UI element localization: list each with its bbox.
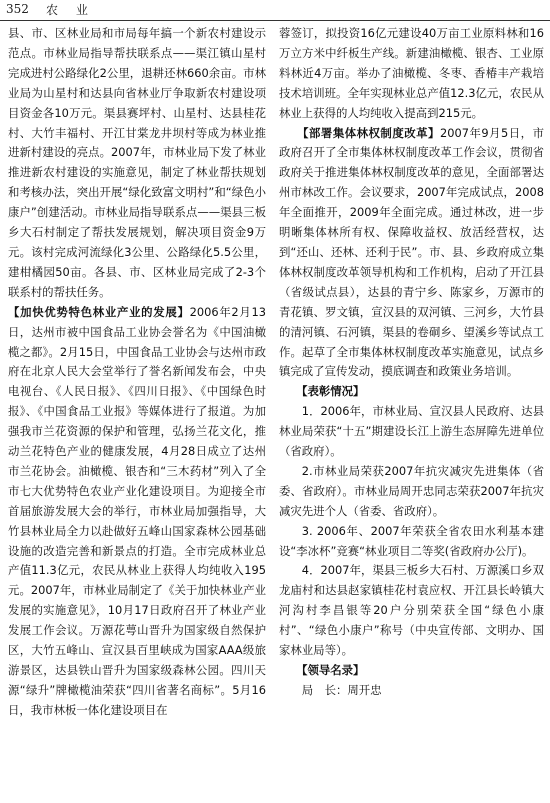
section-title: 农 业 xyxy=(46,3,95,17)
section-heading-industry: 【加快优势特色林业产业的发展】 xyxy=(8,304,190,319)
award-item-3: 3. 2006年、2007年荣获全省农田水利基本建设“李冰杯”竞赛“林业项目二等奖(省政府办公厅)。 xyxy=(279,523,544,558)
page-number: 352 xyxy=(6,2,29,16)
page-header xyxy=(0,0,550,21)
section-heading-awards-wrap xyxy=(279,382,544,402)
award-item-1: 1．2006年，市林业局、宣汉县人民政府、达县林业局荣获“十五”期建设长江上游生态屏障先进单位（省政府）。 xyxy=(279,404,544,459)
section-heading-awards: 【表彰情况】 xyxy=(301,384,365,399)
paragraph-industry-continued: 蓉签订，拟投资16亿元建设40万亩工业原料林和16万立方米中纤板生产线。新建油橄榄、银杏、工业原料林近4万亩。举办了油橄榄、冬枣、香椿丰产栽培技术培训班。全年实现林业总产值12.3亿元，农民从林业上获得的人均纯收入提高到215元。 xyxy=(279,26,544,120)
paragraph-forest-reform-text: 2007年9月5日，市政府召开了全市集体林权制度改革工作会议，贯彻省政府关于推进集体林权制度改革的意见，全面部署达州市林改工作。会议要求，2007年完成试点，2008年全面推开，2009年全面完成。通过林改，进一步明晰集体林所有权、保障收益权、放活经营权，达到“还山、还林、还利于民”。市、县、乡政府成立集体林权制度改革领导机构和工作机构，启动了开江县（省级试点县），达县的青宁乡、陈家乡，万源市的青花镇、罗文镇，宣汉县的双河镇、三河乡，大竹县的清河镇、石河镇，渠县的卷硐乡、望溪乡等试点工作。起草了全市集体林权制度改革实施意见，试点乡镇完成了宣传发动，摸底调查和政策业务培训。 xyxy=(279,125,544,379)
paragraph-new-village: 县、市、区林业局和市局每年搞一个新农村建设示范点。市林业局指导帮扶联系点——渠江镇山星村完成进村公路绿化2公里，退耕还林660余亩。市林业局为山星村和达县向省林业厅争取新农村建设项目资金各10万元。渠县赛坪村、山星村、达县桂花村、大竹丰福村、开江甘棠龙井坝村等成为林业推进新村建设的亮点。2007年，市林业局下发了林业推进新农村建设的实施意见，制定了林业帮扶规划和考核办法，突出开展“绿化致富文明村”和“绿色小康户”创建活动。市林业局指导联系点——渠县三板乡大石村制定了帮扶发展规划，解决项目资金9万元。该村完成河流绿化3公里、公路绿化5.5公里，建柑橘园50亩。各县、市、区林业局完成了2-3个联系村的帮扶任务。 xyxy=(8,26,266,299)
leader-entry: 局 长：周开忠 xyxy=(301,682,382,697)
paragraph-industry xyxy=(8,303,266,721)
section-heading-forest-reform: 【部署集体林权制度改革】 xyxy=(302,125,440,140)
section-heading-leaders-wrap xyxy=(279,661,544,681)
right-column xyxy=(279,24,544,799)
award-item-2: 2.市林业局荣获2007年抗灾减灾先进集体（省委、省政府）。市林业局周开忠同志荣获2007年抗灾减灾先进个人（省委、省政府）。 xyxy=(279,463,544,518)
paragraph-forest-reform xyxy=(279,124,544,383)
award-item-4: 4．2007年，渠县三板乡大石村、万源溪口乡双龙庙村和达县赵家镇桂花村袁应权、开江县长岭镇大河沟村李昌银等20户分别荣获全国“绿色小康村”、“绿色小康户”称号（中央宣传部、文明办、国家林业局等）。 xyxy=(279,563,544,658)
paragraph-industry-text: 2006年2月13日，达州市被中国食品工业协会誉名为《中国油橄榄之都》。2月15日，中国食品工业协会与达州市政府在北京人民大会堂举行了誉名新闻发布会，中央电视台、《人民日报》、《四川日报》、《中国绿色时报》、《中国食品工业报》等媒体进行了报道。为加强我市兰花资源的保护和管理，弘扬兰花文化，推动兰花特色产业的健康发展，4月28日成立了达州市兰花协会。油橄榄、银杏和“三木药材”列入了全市七大优势特色农业产业化建设项目。为迎接全市首届旅游发展大会的举行，市林业局加强指导，大竹县林业局全力以赴做好五峰山国家森林公园基础设施的改造完善和新景点的打造。全市完成林业总产值11.3亿元，农民从林业上获得人均纯收入195元。2007年，市林业局制定了《关于加快林业产业发展的实施意见》，10月17日政府召开了林业产业发展工作会议。万源花萼山晋升为国家级自然保护区，大竹五峰山、宣汉县百里峡成为国家AAA级旅游景区，达县铁山晋升为国家级森林公园。四川天源“绿升”牌橄榄油荣获“四川省著名商标”。5月16日，我市林板一体化建设项目在 xyxy=(8,304,266,717)
section-heading-leaders: 【领导名录】 xyxy=(301,663,365,677)
left-column xyxy=(8,24,266,799)
